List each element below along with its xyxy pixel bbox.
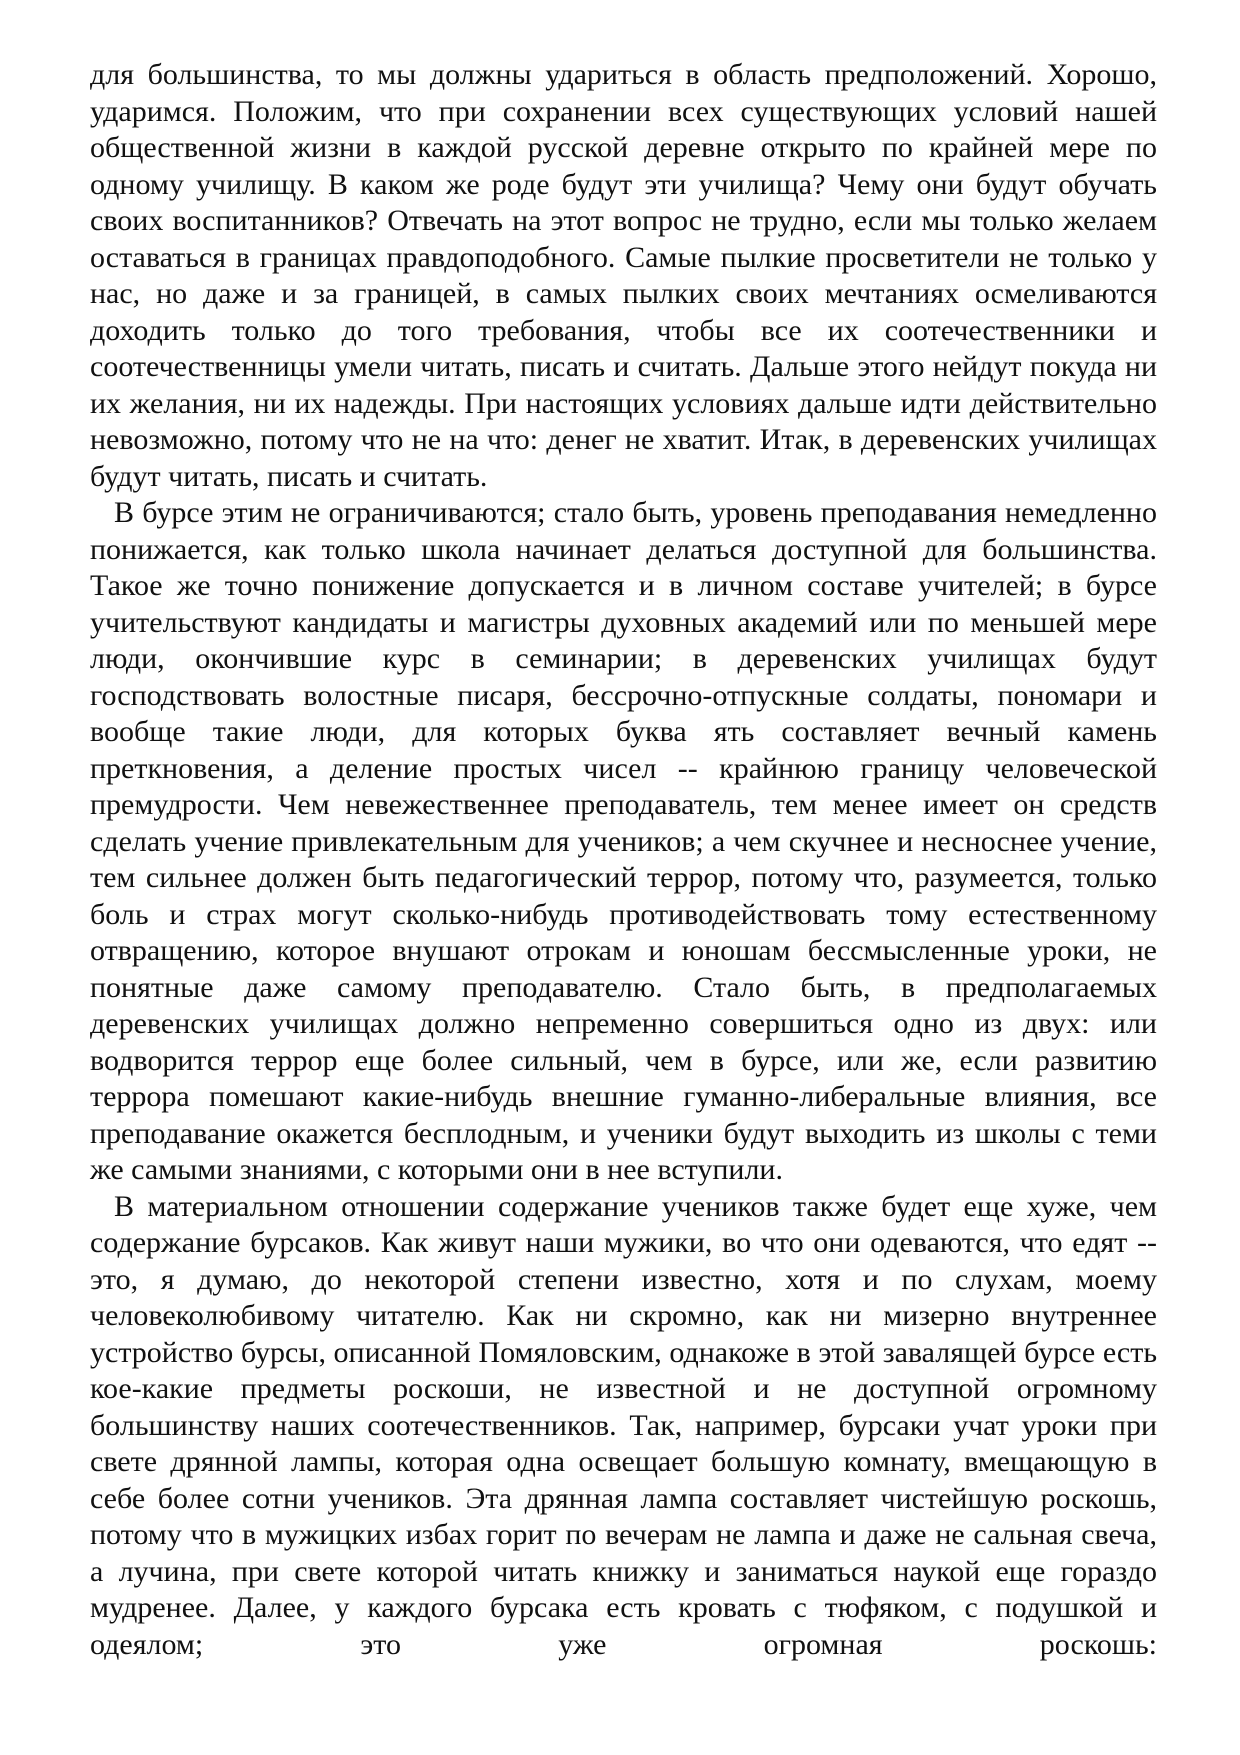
paragraph-1: для большинства, то мы должны удариться в область предположений. Хорошо, ударимся. Положим, что при сохранении всех существующих условий нашей общественной жизни в каждой русской деревне открыто по крайней мере по одному училищу. В каком же роде будут эти училища? Чему они будут обучать своих воспитанников? Отвечать на этот вопрос не трудно, если мы только желаем оставаться в границах правдоподобного. Самые пылкие просветители не только у нас, но даже и за границей, в самых пылких своих мечтаниях осмеливаются доходить только до того требования, чтобы все их соотечественники и соотечественницы умели читать, писать и считать. Дальше этого нейдут покуда ни их желания, ни их надежды. При настоящих условиях дальше идти действительно невозможно, потому что не на что: денег не хватит. Итак, в деревенских училищах будут читать, писать и считать. xyxy=(90,58,1157,493)
document-page xyxy=(90,57,1157,1663)
paragraph-3: В материальном отношении содержание учеников также будет еще хуже, чем содержание бурсаков. Как живут наши мужики, во что они одеваются, что едят -- это, я думаю, до некоторой степени известно, хотя и по слухам, моему человеколюбивому читателю. Как ни скромно, как ни мизерно внутреннее устройство бурсы, описанной Помяловским, однакоже в этой завалящей бурсе есть кое-какие предметы роскоши, не известной и не доступной огромному большинству наших соотечественников. Так, например, бурсаки учат уроки при свете дрянной лампы, которая одна освещает большую комнату, вмещающую в себе более сотни учеников. Эта дрянная лампа составляет чистейшую роскошь, потому что в мужицких избах горит по вечерам не лампа и даже не сальная свеча, а лучина, при свете которой читать книжку и заниматься наукой еще гораздо мудренее. Далее, у каждого бурсака есть кровать с тюфяком, с подушкой и одеялом; это уже огромная роскошь: xyxy=(90,1189,1157,1661)
paragraph-2: В бурсе этим не ограничиваются; стало быть, уровень преподавания немедленно понижается, как только школа начинает делаться доступной для большинства. Такое же точно понижение допускается и в личном составе учителей; в бурсе учительствуют кандидаты и магистры духовных академий или по меньшей мере люди, окончившие курс в семинарии; в деревенских училищах будут господствовать волостные писаря, бессрочно-отпускные солдаты, пономари и вообще такие люди, для которых буква ять составляет вечный камень преткновения, а деление простых чисел -- крайнюю границу человеческой премудрости. Чем невежественнее преподаватель, тем менее имеет он средств сделать учение привлекательным для учеников; а чем скучнее и несноснее учение, тем сильнее должен быть педагогический террор, потому что, разумеется, только боль и страх могут сколько-нибудь противодействовать тому естественному отвращению, которое внушают отрокам и юношам бессмысленные уроки, не понятные даже самому преподавателю. Стало быть, в предполагаемых деревенских училищах должно непременно совершиться одно из двух: или водворится террор еще более сильный, чем в бурсе, или же, если развитию террора помешают какие-нибудь внешние гуманно-либеральные влияния, все преподавание окажется бесплодным, и ученики будут выходить из школы с теми же самыми знаниями, с которыми они в нее вступили. xyxy=(90,496,1157,1186)
